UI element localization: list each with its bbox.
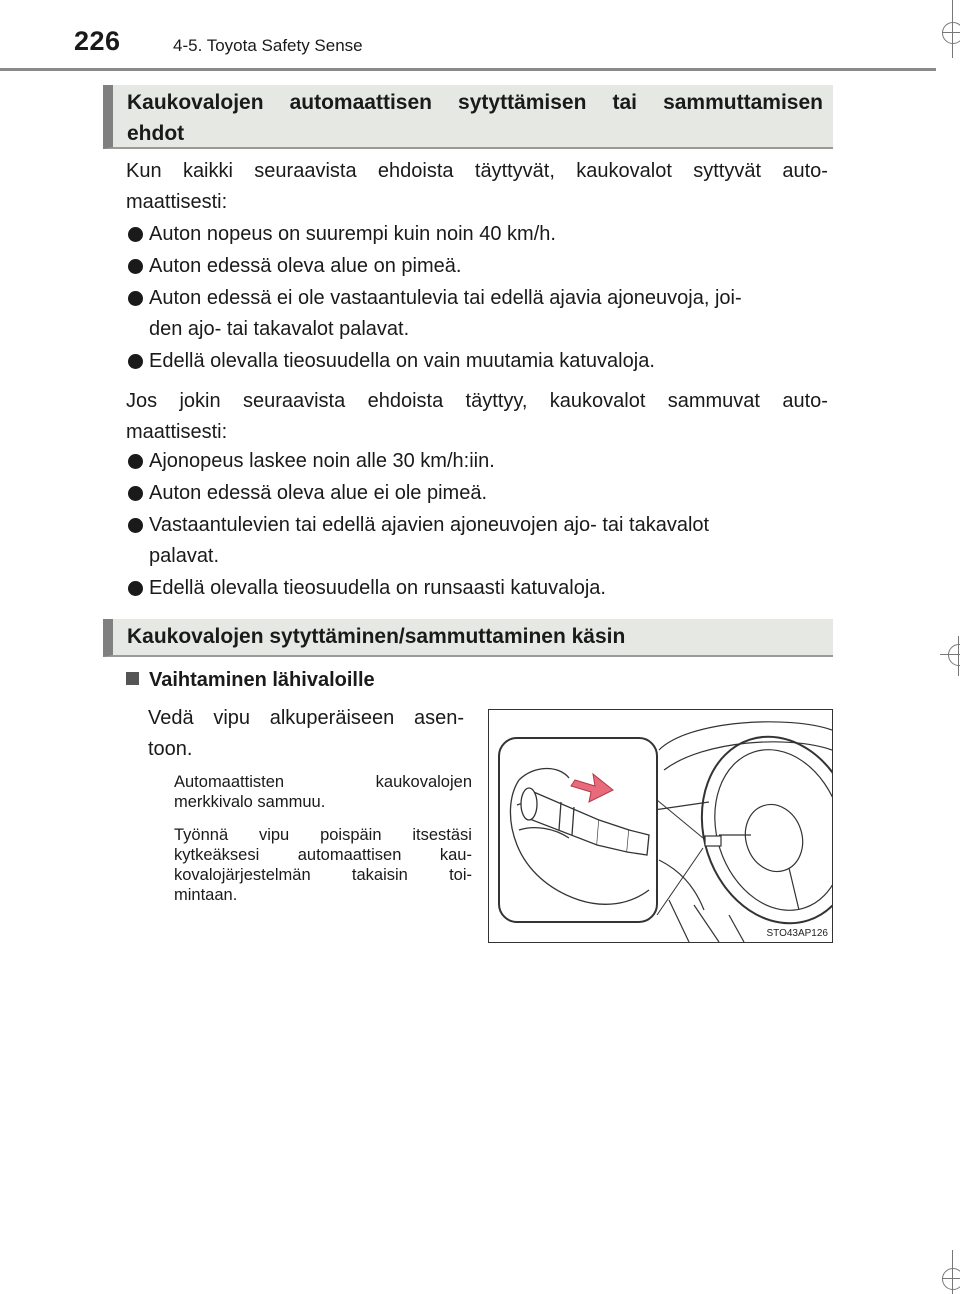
- word: kau-: [439, 846, 472, 864]
- bullet-dot: [128, 354, 143, 369]
- list-item: [126, 283, 828, 345]
- word: tai: [295, 514, 317, 536]
- word: automaattisen: [297, 846, 402, 864]
- word: ajavien: [381, 514, 445, 536]
- list-item-text: Auton nopeus on suurempi kuin noin 40 km/h.: [149, 223, 556, 245]
- word: Vedä: [148, 707, 194, 729]
- list-item-text: den ajo- tai takavalot palavat.: [149, 318, 410, 340]
- note-indicator-off: [174, 772, 472, 812]
- justified-line: [148, 703, 464, 734]
- step-instruction: [148, 703, 464, 765]
- word: Vastaantulevien: [149, 514, 290, 536]
- list-item-text: Auton edessä ei ole vastaantulevia tai edellä ajavia ajoneuvoja, joi-: [149, 287, 742, 309]
- word: Automaattisten: [174, 773, 285, 791]
- heading-word: Kaukovalojen: [127, 91, 264, 114]
- word: itsestäsi: [412, 826, 472, 844]
- page-number: 226: [74, 26, 121, 56]
- section-heading-line2: ehdot: [127, 122, 185, 145]
- heading-word: sammuttamisen: [663, 91, 823, 114]
- word: auto-: [782, 390, 828, 412]
- paragraph-line: maattisesti:: [126, 421, 228, 443]
- word: syttyvät: [693, 160, 762, 182]
- section-heading-automatic: [103, 85, 833, 149]
- word: kaukovalot: [549, 390, 646, 412]
- justified-line: [174, 865, 472, 885]
- lever-illustration-drawing: [489, 710, 832, 942]
- figure-code: STO43AP126: [766, 928, 828, 939]
- heading-word: sytyttämisen: [458, 91, 587, 114]
- list-item-text: Auton edessä oleva alue on pimeä.: [149, 255, 462, 277]
- section-heading-line1: [127, 87, 833, 118]
- word: Kun: [126, 160, 162, 182]
- bullet-dot: [128, 518, 143, 533]
- word: poispäin: [320, 826, 382, 844]
- intro-off-paragraph: [126, 386, 828, 448]
- word: alkuperäiseen: [269, 707, 395, 729]
- justified-line: [149, 510, 828, 541]
- word: auto-: [782, 160, 828, 182]
- justified-line: [126, 156, 828, 187]
- list-item-text: Auton edessä oleva alue ei ole pimeä.: [149, 482, 488, 504]
- list-item: [126, 346, 828, 377]
- word: ajoneuvojen: [450, 514, 558, 536]
- word: takavalot: [629, 514, 710, 536]
- list-item-text: Edellä olevalla tieosuudella on runsaasti katuvaloja.: [149, 577, 606, 599]
- word: seuraavista: [254, 160, 357, 182]
- justified-line: [174, 845, 472, 865]
- word: ehdoista: [367, 390, 444, 412]
- word: kaikki: [182, 160, 233, 182]
- list-item: [126, 573, 828, 604]
- lever-illustration: [488, 709, 833, 943]
- word: Jos: [126, 390, 158, 412]
- word: kaukovalot: [576, 160, 672, 182]
- paragraph-line: maattisesti:: [126, 191, 228, 213]
- word: asen-: [413, 707, 464, 729]
- word: ajo-: [563, 514, 597, 536]
- square-bullet-icon: [126, 672, 139, 685]
- bullet-dot: [128, 581, 143, 596]
- justified-line: [174, 825, 472, 845]
- list-item-text: Edellä olevalla tieosuudella on vain muutamia katuvaloja.: [149, 350, 655, 372]
- word: tai: [602, 514, 624, 536]
- heading-word: tai: [612, 91, 638, 114]
- paragraph-line: mintaan.: [174, 886, 238, 904]
- heading-word: automaattisen: [289, 91, 432, 114]
- bullet-dot: [128, 486, 143, 501]
- word: edellä: [322, 514, 376, 536]
- word: vipu: [213, 707, 251, 729]
- list-item: [126, 446, 828, 477]
- word: Työnnä: [174, 826, 229, 844]
- section-heading-manual: Kaukovalojen sytyttäminen/sammuttaminen käsin: [103, 619, 833, 657]
- subheading-text: Vaihtaminen lähivaloille: [149, 669, 375, 691]
- word: kytkeäksesi: [174, 846, 260, 864]
- word: kovalojärjestelmän: [174, 866, 311, 884]
- bullet-dot: [128, 227, 143, 242]
- list-item: [126, 510, 828, 572]
- word: toi-: [449, 866, 472, 884]
- paragraph-line: toon.: [148, 738, 193, 760]
- justified-line: [174, 772, 472, 792]
- word: seuraavista: [242, 390, 346, 412]
- bullet-dot: [128, 454, 143, 469]
- intro-on-paragraph: [126, 156, 828, 218]
- word: sammuvat: [667, 390, 760, 412]
- word: ehdoista: [377, 160, 454, 182]
- paragraph-line: merkkivalo sammuu.: [174, 793, 326, 811]
- list-item-text: Ajonopeus laskee noin alle 30 km/h:iin.: [149, 450, 495, 472]
- word: takaisin: [351, 866, 408, 884]
- chapter-title: 4-5. Toyota Safety Sense: [173, 36, 363, 55]
- word: jokin: [179, 390, 221, 412]
- list-item-text: palavat.: [149, 545, 220, 567]
- bullet-dot: [128, 259, 143, 274]
- justified-line: [126, 386, 828, 417]
- word: täyttyy,: [465, 390, 528, 412]
- subheading: [126, 666, 375, 694]
- list-item: [126, 219, 828, 250]
- note-reactivate: [174, 825, 472, 905]
- list-item: [126, 251, 828, 282]
- word: täyttyvät,: [474, 160, 555, 182]
- list-item: [126, 478, 828, 509]
- header-rule: [0, 68, 936, 71]
- word: vipu: [258, 826, 290, 844]
- bullet-dot: [128, 291, 143, 306]
- word: kaukovalojen: [375, 773, 472, 791]
